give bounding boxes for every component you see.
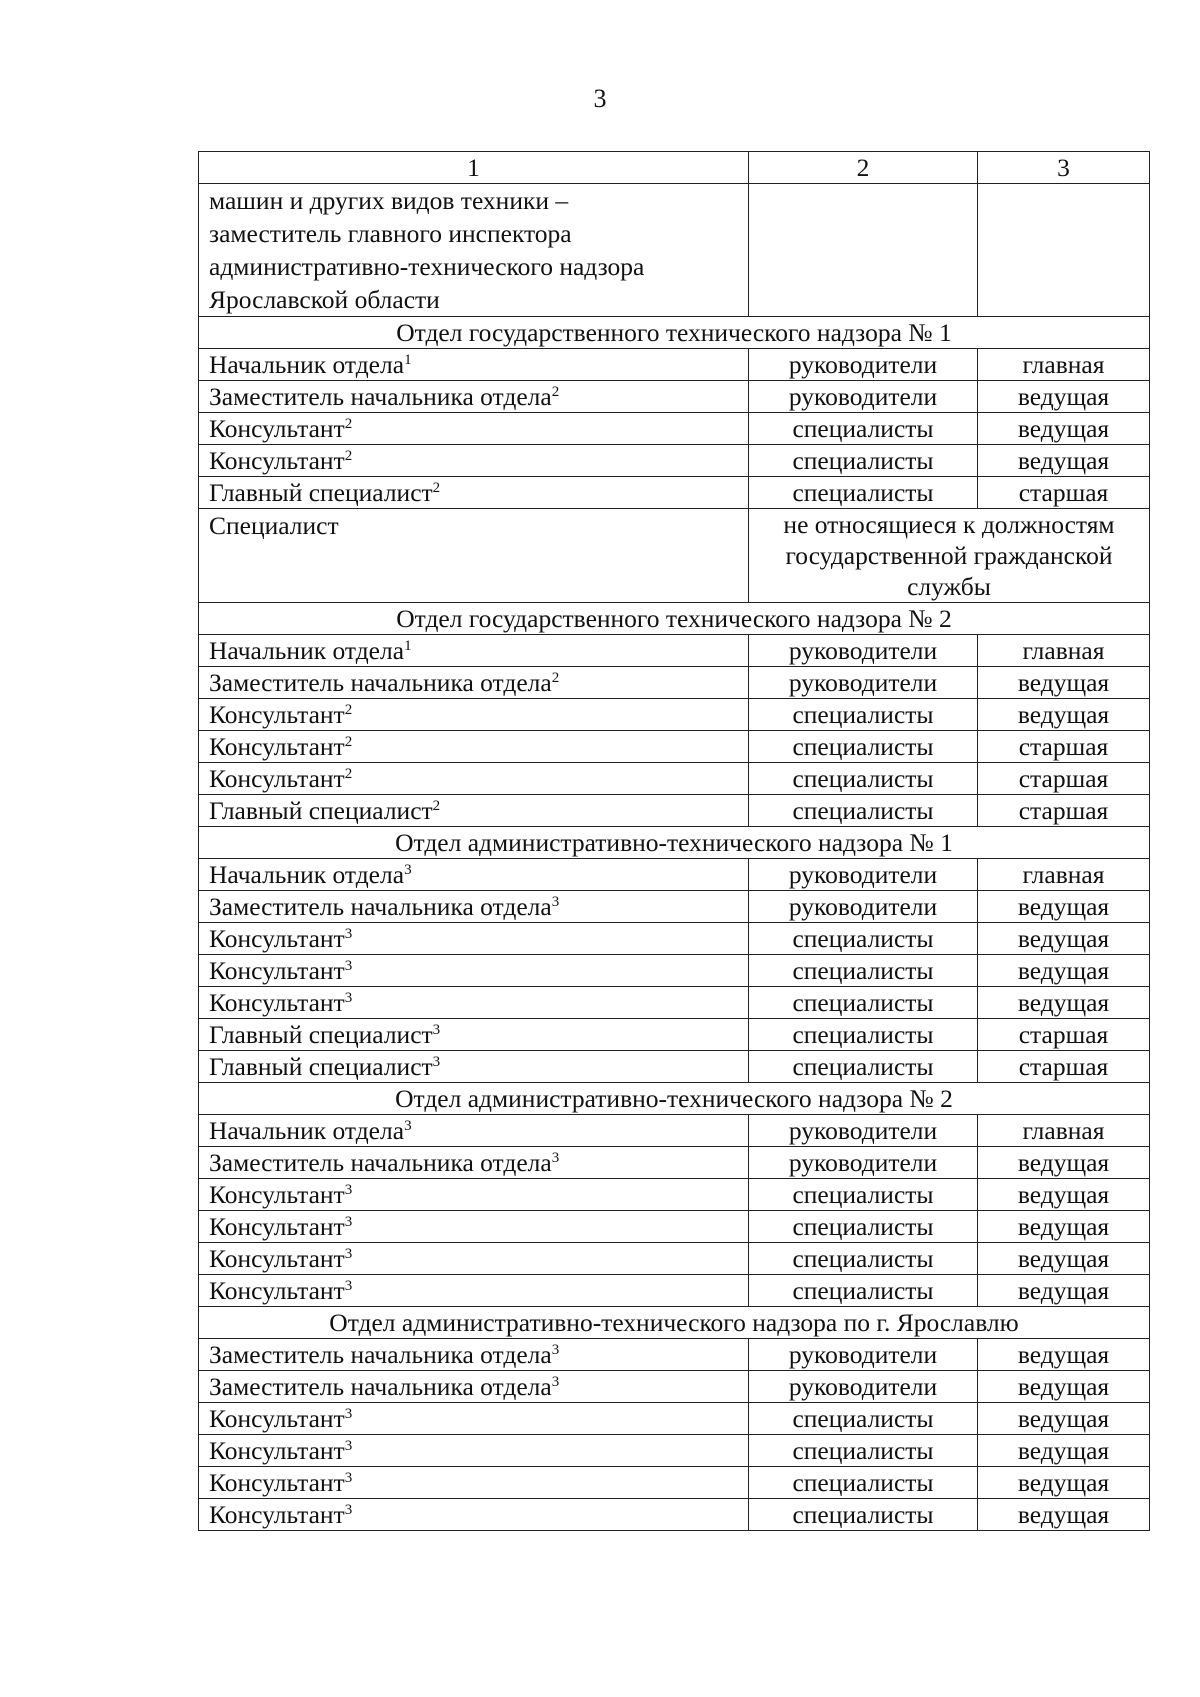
continuation-empty-cell <box>978 184 1150 317</box>
section-header-row <box>199 1307 1150 1339</box>
position-cell <box>199 1211 749 1243</box>
footnote-mark: 3 <box>344 990 353 1006</box>
continuation-line: заместитель главного инспектора <box>209 219 572 248</box>
table-row <box>199 635 1150 667</box>
footnote-mark: 3 <box>344 1246 353 1262</box>
position-cell <box>199 891 749 923</box>
position-name: Главный специалист <box>209 1020 433 1049</box>
position-name: Консультант <box>209 446 345 475</box>
category-cell: специалисты <box>749 923 978 955</box>
position-name: Консультант <box>209 1276 345 1305</box>
table-row <box>199 445 1150 477</box>
footnote-mark: 2 <box>344 766 353 782</box>
footnote-mark: 3 <box>404 1118 412 1134</box>
position-cell <box>199 1499 749 1531</box>
category-cell: специалисты <box>749 955 978 987</box>
category-cell: специалисты <box>749 1051 978 1083</box>
position-cell <box>199 1275 749 1307</box>
position-name: Консультант <box>209 1244 345 1273</box>
category-cell: специалисты <box>749 1435 978 1467</box>
table-row <box>199 1019 1150 1051</box>
note-cell: не относящиеся к должностям государственной гражданской службы <box>749 509 1150 603</box>
position-name: Главный специалист <box>209 796 433 825</box>
positions-table-body <box>199 152 1150 1531</box>
table-row <box>199 1211 1150 1243</box>
table-row <box>199 859 1150 891</box>
table-row-note <box>199 509 1150 603</box>
group-cell: старшая <box>978 1019 1150 1051</box>
footnote-mark: 3 <box>344 1502 353 1518</box>
continuation-line: машин и других видов техники – <box>209 186 569 215</box>
position-name: Главный специалист <box>209 478 433 507</box>
section-header-row <box>199 827 1150 859</box>
category-cell: руководители <box>749 1147 978 1179</box>
category-cell: специалисты <box>749 1275 978 1307</box>
table-row <box>199 923 1150 955</box>
group-cell: ведущая <box>978 1179 1150 1211</box>
footnote-mark: 1 <box>404 352 412 368</box>
category-cell: специалисты <box>749 699 978 731</box>
category-cell: специалисты <box>749 763 978 795</box>
table-row <box>199 1403 1150 1435</box>
table-row <box>199 1435 1150 1467</box>
category-cell: специалисты <box>749 1179 978 1211</box>
footnote-mark: 2 <box>344 448 353 464</box>
group-cell: старшая <box>978 763 1150 795</box>
category-cell: руководители <box>749 381 978 413</box>
footnote-mark: 3 <box>344 1278 353 1294</box>
position-cell <box>199 1115 749 1147</box>
column-number-3: 3 <box>978 152 1150 184</box>
continuation-line: административно-технического надзора <box>209 252 645 281</box>
category-cell: специалисты <box>749 413 978 445</box>
category-cell: руководители <box>749 1115 978 1147</box>
position-name: Консультант <box>209 988 345 1017</box>
group-cell: ведущая <box>978 987 1150 1019</box>
table-row <box>199 667 1150 699</box>
position-cell <box>199 635 749 667</box>
group-cell: ведущая <box>978 955 1150 987</box>
position-name: Консультант <box>209 956 345 985</box>
table-row <box>199 1371 1150 1403</box>
position-name: Консультант <box>209 1180 345 1209</box>
footnote-mark: 2 <box>344 702 353 718</box>
category-cell: специалисты <box>749 795 978 827</box>
table-row <box>199 1051 1150 1083</box>
group-cell: ведущая <box>978 923 1150 955</box>
position-name: Главный специалист <box>209 1052 433 1081</box>
position-name: Начальник отдела <box>209 350 405 379</box>
category-cell: руководители <box>749 349 978 381</box>
column-number-row <box>199 152 1150 184</box>
group-cell: ведущая <box>978 1403 1150 1435</box>
table-row <box>199 1339 1150 1371</box>
position-name: Заместитель начальника отдела <box>209 1372 552 1401</box>
group-cell: главная <box>978 1115 1150 1147</box>
section-title: Отдел государственного технического надзора № 2 <box>199 603 1150 635</box>
position-cell <box>199 1339 749 1371</box>
footnote-mark: 3 <box>344 926 353 942</box>
table-row <box>199 1179 1150 1211</box>
continuation-cell <box>199 184 749 317</box>
footnote-mark: 2 <box>432 798 441 814</box>
category-cell: специалисты <box>749 477 978 509</box>
category-cell: руководители <box>749 635 978 667</box>
table-row <box>199 1275 1150 1307</box>
table-row <box>199 699 1150 731</box>
footnote-mark: 2 <box>551 384 560 400</box>
page-number: 3 <box>593 84 607 113</box>
group-cell: ведущая <box>978 1499 1150 1531</box>
column-number-1: 1 <box>199 152 749 184</box>
group-cell: ведущая <box>978 1371 1150 1403</box>
continuation-row <box>199 184 1150 317</box>
group-cell: ведущая <box>978 1467 1150 1499</box>
category-cell: руководители <box>749 891 978 923</box>
category-cell: руководители <box>749 667 978 699</box>
table-row <box>199 795 1150 827</box>
position-cell <box>199 667 749 699</box>
section-title: Отдел государственного технического надзора № 1 <box>199 317 1150 349</box>
table-row <box>199 763 1150 795</box>
table-row <box>199 1467 1150 1499</box>
table-row <box>199 413 1150 445</box>
table-row <box>199 1499 1150 1531</box>
category-cell: руководители <box>749 1371 978 1403</box>
position-cell <box>199 1051 749 1083</box>
position-name: Заместитель начальника отдела <box>209 1148 552 1177</box>
table-row <box>199 349 1150 381</box>
group-cell: ведущая <box>978 1435 1150 1467</box>
footnote-mark: 3 <box>344 1182 353 1198</box>
footnote-mark: 3 <box>551 1342 560 1358</box>
footnote-mark: 1 <box>404 638 412 654</box>
position-cell <box>199 731 749 763</box>
position-cell <box>199 1467 749 1499</box>
position-cell <box>199 349 749 381</box>
group-cell: ведущая <box>978 381 1150 413</box>
position-cell <box>199 795 749 827</box>
footnote-mark: 2 <box>344 416 353 432</box>
position-name: Консультант <box>209 924 345 953</box>
group-cell: главная <box>978 349 1150 381</box>
group-cell: ведущая <box>978 891 1150 923</box>
footnote-mark: 2 <box>344 734 353 750</box>
position-name: Консультант <box>209 1436 345 1465</box>
group-cell: ведущая <box>978 413 1150 445</box>
category-cell: специалисты <box>749 1211 978 1243</box>
section-header-row <box>199 317 1150 349</box>
category-cell: специалисты <box>749 1019 978 1051</box>
footnote-mark: 3 <box>432 1054 441 1070</box>
table-row <box>199 381 1150 413</box>
group-cell: старшая <box>978 731 1150 763</box>
group-cell: старшая <box>978 795 1150 827</box>
position-name: Заместитель начальника отдела <box>209 382 552 411</box>
position-name: Консультант <box>209 732 345 761</box>
continuation-empty-cell <box>749 184 978 317</box>
category-cell: специалисты <box>749 1243 978 1275</box>
position-cell <box>199 859 749 891</box>
category-cell: специалисты <box>749 987 978 1019</box>
footnote-mark: 3 <box>344 1438 353 1454</box>
position-cell <box>199 1019 749 1051</box>
position-cell <box>199 1147 749 1179</box>
position-cell <box>199 1179 749 1211</box>
category-cell: руководители <box>749 1339 978 1371</box>
group-cell: ведущая <box>978 1147 1150 1179</box>
table-row <box>199 1115 1150 1147</box>
group-cell: ведущая <box>978 1275 1150 1307</box>
category-cell: специалисты <box>749 1499 978 1531</box>
position-cell <box>199 1403 749 1435</box>
section-title: Отдел административно-технического надзора № 2 <box>199 1083 1150 1115</box>
section-header-row <box>199 603 1150 635</box>
continuation-line: Ярославской области <box>209 285 440 314</box>
position-name: Консультант <box>209 1404 345 1433</box>
position-name: Консультант <box>209 1468 345 1497</box>
group-cell: ведущая <box>978 1243 1150 1275</box>
position-name: Начальник отдела <box>209 636 405 665</box>
group-cell: ведущая <box>978 667 1150 699</box>
section-title: Отдел административно-технического надзора № 1 <box>199 827 1150 859</box>
position-name: Начальник отдела <box>209 1116 405 1145</box>
group-cell: старшая <box>978 1051 1150 1083</box>
table-row <box>199 1147 1150 1179</box>
table-row <box>199 477 1150 509</box>
position-name: Консультант <box>209 764 345 793</box>
position-cell <box>199 923 749 955</box>
table-row <box>199 891 1150 923</box>
position-cell <box>199 987 749 1019</box>
position-cell <box>199 763 749 795</box>
table-row <box>199 1243 1150 1275</box>
position-cell <box>199 1371 749 1403</box>
position-name: Консультант <box>209 414 345 443</box>
footnote-mark: 3 <box>551 894 560 910</box>
footnote-mark: 3 <box>551 1150 560 1166</box>
group-cell: главная <box>978 635 1150 667</box>
category-cell: специалисты <box>749 731 978 763</box>
category-cell: специалисты <box>749 445 978 477</box>
position-cell <box>199 1435 749 1467</box>
group-cell: главная <box>978 859 1150 891</box>
group-cell: ведущая <box>978 445 1150 477</box>
table-row <box>199 731 1150 763</box>
position-cell <box>199 477 749 509</box>
section-header-row <box>199 1083 1150 1115</box>
footnote-mark: 3 <box>344 958 353 974</box>
footnote-mark: 3 <box>404 862 412 878</box>
footnote-mark: 2 <box>432 480 441 496</box>
footnote-mark: 2 <box>551 670 560 686</box>
position-cell <box>199 381 749 413</box>
footnote-mark: 3 <box>432 1022 441 1038</box>
footnote-mark: 3 <box>344 1470 353 1486</box>
column-number-2: 2 <box>749 152 978 184</box>
group-cell: ведущая <box>978 699 1150 731</box>
position-name: Начальник отдела <box>209 860 405 889</box>
position-cell: Специалист <box>199 509 749 603</box>
group-cell: ведущая <box>978 1211 1150 1243</box>
position-cell <box>199 699 749 731</box>
category-cell: специалисты <box>749 1403 978 1435</box>
category-cell: руководители <box>749 859 978 891</box>
category-cell: специалисты <box>749 1467 978 1499</box>
section-title: Отдел административно-технического надзора по г. Ярославлю <box>199 1307 1150 1339</box>
position-cell <box>199 1243 749 1275</box>
position-name: Консультант <box>209 700 345 729</box>
table-row <box>199 987 1150 1019</box>
footnote-mark: 3 <box>344 1214 353 1230</box>
group-cell: ведущая <box>978 1339 1150 1371</box>
footnote-mark: 3 <box>551 1374 560 1390</box>
position-cell <box>199 413 749 445</box>
position-name: Консультант <box>209 1500 345 1529</box>
position-cell <box>199 955 749 987</box>
footnote-mark: 3 <box>344 1406 353 1422</box>
position-name: Заместитель начальника отдела <box>209 892 552 921</box>
position-name: Консультант <box>209 1212 345 1241</box>
position-name: Заместитель начальника отдела <box>209 668 552 697</box>
position-name: Заместитель начальника отдела <box>209 1340 552 1369</box>
table-row <box>199 955 1150 987</box>
position-cell <box>199 445 749 477</box>
positions-table <box>198 151 1150 1531</box>
group-cell: старшая <box>978 477 1150 509</box>
